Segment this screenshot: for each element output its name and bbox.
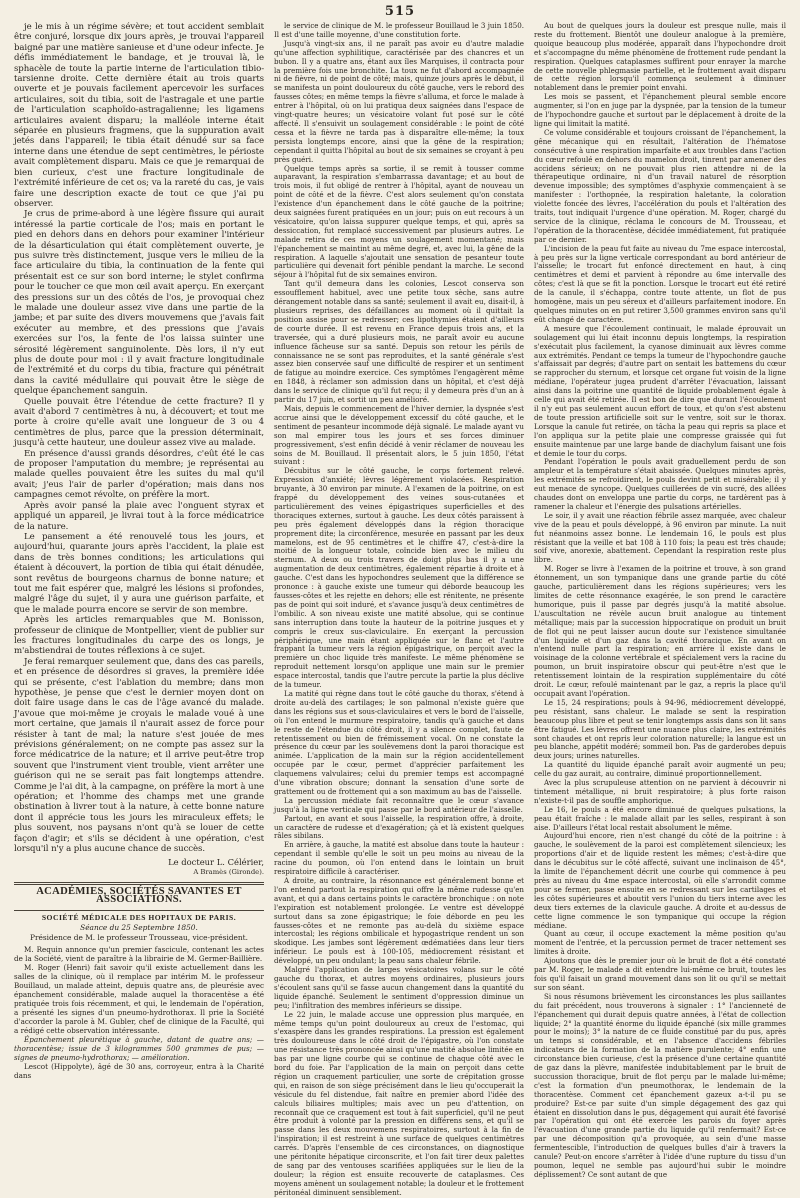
- paragraph: A mesure que l'écoulement continuait, le malade éprouvait un soulagement qui lui était inconnu depuis longtemps, la respiration s'exécutait plus facilement, la cyanose diminuait aux lèvres comme aux extrémités. Pendant ce temps la tumeur de l'hypochondre gauche s'affaissait par degrés; d'autre part on sentait les battemens du cœur se rapprocher du sternum, et lorsque cet organe fut voisin de la ligne médiane, l'opérateur jugea prudent d'arrêter l'évacuation, laissant ainsi dans la poitrine une quantité de liquide probablement égale à celle qui avait été retirée. Il est bon de dire que durant l'écoulement il n'y eut pas seulement aucun effort de toux, et qu'on s'est abstenu de toute pression artificielle soit sur le ventre, soit sur le thorax. Lorsque la canule fut retirée, on tâcha la peau qui repris sa place et l'on appliqua sur la petite plaie une compresse graissée qui fut ensuite maintenue par une large bande de diachylum faisant une fois et demie le tour du corps.: [534, 323, 786, 458]
- paragraph: Les mois se passent, et l'épanchement pleural semble encore augmenter, si l'on en juge par la dyspnée, par la tension de la tumeur de l'hypochondre gauche et surtout par le déplacement à droite de la ligne qui limitait la matité.: [534, 92, 786, 128]
- paragraph: je le mis à un régime sévère; et tout accident semblait être conjuré, lorsque dix jours après, je trouvai l'appareil baigné par une matière sanieuse et d'une odeur infecte. Je défis immédiatement le bandage, et je trouvai là, le sphacèle de toute la partie interne de l'articulation tibio-tarsienne droite. Cette dernière était au trois quarts ouverte et je pouvais facilement apercevoir les surfaces articulaires, soit du tibia, soit de l'astragale et une partie de l'articulation scaphoïdo-astragalienne; les ligamens articulaires avaient disparu; la malléole interne était séparée en plusieurs fragmens, que la suppuration avait jetés dans l'appareil; le tibia était dénudé sur sa face interne dans une étendue de sept centimètres, le périoste avait complètement disparu. Mais ce que je remarquai de bien curieux, c'est une fracture longitudinale de l'extrémité inférieure de cet os; va la rareté du cas, je vais faire une description exacte de tout ce que j'ai pu observer.: [14, 22, 264, 209]
- paragraph: le service de clinique de M. le professeur Bouillaud le 3 juin 1850. Il est d'une taille moyenne, d'une constitution forte.: [274, 21, 524, 39]
- paragraph: Je crus de prime-abord à une légère fissure qui aurait intéressé la partie corticale de l'os; mais en portant le pied en dehors dans en dehors pour examiner l'intérieur de la désarticulation qui était complètement ouverte, je pus suivre très distinctement, jusque vers le milieu de la face articulaire du tibia, la continuation de la fente qui présentait est ce sur son bord interne; le stylet confirma pour le toucher ce que mon œil avait aperçu. En exerçant des pressions sur un des côtés de l'os, je provoquai chez le malade une douleur assez vive dans une partie de la jambe; et par suite des divers mouvemens que j'avais fait exécuter au membre, et des pressions que j'avais exercées sur l'os, la fente de l'os laissa suinter une sérosité légèrement sanguinolente. Dès lors, il n'y eut plus de doute pour moi : il y avait fracture longitudinale de l'extrémité et du corps du tibia, fracture qui pénétrait dans la cavité médullaire qui pouvait être le siège de quelque épanchement sanguin.: [14, 209, 264, 397]
- presidency: Présidence de M. le professeur Trousseau, vice-président.: [29, 933, 249, 943]
- paragraph: Le 16, le pouls a été encore diminué de quelques pulsations, la peau était fraîche : le malade allait par les selles, respirant à son aise. D'ailleurs l'état local restait absolument le même.: [534, 804, 786, 832]
- paragraph: Au bout de quelques jours la douleur est presque nulle, mais il reste du frottement. Bientôt une douleur analogue à la première, quoique beaucoup plus modérée, apparaît dans l'hypochondre droit et s'accompagne du même phénomène de frottement rude pendant la respiration. Quelques cataplasmes suffirent pour enrayer la marche de cette nouvelle phlegmasie partielle, et le frottement avait disparu de cette région lorsqu'il commença seulement à diminuer notablement dans le premier point envahi.: [534, 21, 786, 93]
- paragraph: Ajoutons que dès le premier jour où le bruit de flot a été constaté par M. Roger, le malade a dit entendre lui-même ce bruit, toutes les fois qu'il faisait un grand mouvement dans son lit ou qu'il se mettait sur son séant.: [534, 956, 786, 992]
- society-minutes: [14, 945, 264, 1080]
- paragraph: Le 15, 24 respirations; pouls à 94-96, médiocrement développé, peu résistant, sans chaleur. Le malade se sent la respiration beaucoup plus libre et peut se tenir longtemps assis dans son lit sans être fatigué. Les lèvres offrent une nuance plus claire, les extrémités sont chaudes et ont repris leur coloration naturelle; la langue est un peu blanche, appétit modéré; sommeil bon. Pas de garderobes depuis deux jours; urines naturelles.: [534, 697, 786, 761]
- paragraph: Quant au cœur, il occupe exactement la même position qu'au moment de l'entrée, et la percussion permet de tracer nettement ses limites à droite.: [534, 929, 786, 957]
- case-report: [14, 22, 264, 855]
- section-divider-lower: [14, 910, 264, 911]
- paragraph: Lescot (Hippolyte), âgé de 30 ans, corroyeur, entra à la Charité dans: [14, 1062, 264, 1081]
- paragraph: La percussion médiate fait reconnaître que le cœur s'avance jusqu'à la ligne verticale qui passe par le bord antérieur de l'aisselle.: [274, 795, 524, 814]
- paragraph: Avec la plus scrupuleuse attention on ne parvient à découvrir ni tintement métallique, ni bruit respiratoire; à plus forte raison n'existe-t-il pas de souffle amphorique.: [534, 778, 786, 805]
- paragraph: Mais, depuis le commencement de l'hiver dernier, la dyspnée s'est accrue ainsi que le développement excessif du côté gauche, et le sentiment de pesanteur incommode déjà signalé. Le malade ayant vu son mal empirer tous les jours et ses forces diminuer progressivement, s'est enfin décidé à venir réclamer de nouveau les soins de M. Bouillaud. Il présentait alors, le 5 juin 1850, l'état suivant :: [274, 403, 524, 467]
- paragraph: Le pansement a été renouvelé tous les jours, et aujourd'hui, quarante jours après l'accident, la plaie est dans de très bonnes conditions; les articulations qui étaient à découvert, la portion de tibia qui était dénudée, sont revêtus de bourgeons charnus de bonne nature; et tout me fait espérer que, malgré les lésions si profondes, malgré l'âge du sujet, il y aura une guérison parfaite, et que le malade pourra encore se servir de son membre.: [14, 531, 264, 615]
- signature: [14, 857, 264, 877]
- paragraph: Le 22 juin, le malade accuse une oppression plus marquée, en même temps qu'un point douloureux au creux de l'estomac, qui s'exaspère dans les grandes respirations. La pression est également très douloureuse dans le côté droit de l'épigastre, où l'on constate une résistance très prononcée ainsi qu'une matité absolue limitée en bas par une ligne courbe qui se continue de chaque côté avec le bord du foie. Par l'application de la main on perçoit dans cette région un craquement particulier, une sorte de crépitation grosse qui, en raison de son siège précisément dans le lieu qu'occuperait la vésicule du fel distendue, fait naître en premier abord l'idée des calculs biliaires multiples; mais avec un peu d'attention, on reconnaît que ce craquement est tout à fait superficiel, qu'il ne peut être produit à volonté par la pression en différens sens, et qu'il se passe dans les deux mouvemens respiratoires, surtout à la fin de l'inspiration; il est restreint à une surface de quelques centimètres carrés. D'après l'ensemble de ces circonstances, on diagnostique une péritonite hépatique circonscrite, et l'on fait tirer deux palettes de sang par des ventouses scarifiées appliquées sur le lieu de la douleur; la région est ensuite recouverte de cataplasmes. Ces moyens amènent un soulagement notable; la douleur et le frottement péritonéal diminuent sensiblement.: [274, 1009, 524, 1197]
- paragraph: M. Roger (Henri) fait savoir qu'il existe actuellement dans les salles de la clinique, où il remplace par intérim M. le professeur Bouillaud, un malade atteint, depuis quatre ans, de pleurésie avec épanchement considérable, malade auquel la thoracentèse a été pratiquée trois fois récemment, et qui, le lendemain de l'opération, a présenté les signes d'un pneumo-hydrothorax. Il prie la Société d'accorder la parole à M. Gubler, chef de clinique de la Faculté, qui a rédigé cette observation intéressante.: [14, 963, 264, 1036]
- signature-place: A Bramès (Gironde).: [193, 867, 264, 876]
- paragraph: La quantité du liquide épanché paraît avoir augmenté un peu; celle du gaz aurait, au contraire, diminué proportionnellement.: [534, 760, 786, 779]
- case-heading: Épanchement pleurétique à gauche, datant de quatre ans; — thoracentèse; issue de 3 kilogrammes 500 grammes de pus; — signes de pneumo-hydrothorax; — amélioration.: [14, 1035, 264, 1063]
- paragraph: Tant qu'il demeura dans les colonies, Lescot conserva son essoufflement habituel, avec une petite toux sèche, sans autre dérangement notable dans sa santé; seulement il avait eu, disait-il, à plusieurs reprises, des défaillances au moment où il quittait la position assise pour se redresser; ces lipothymies étaient d'ailleurs de courte durée. Il est revenu en France depuis trois ans, et la traversée, qui a duré plusieurs mois, ne paraît avoir eu aucune influence fâcheuse sur sa santé. Depuis son retour les périls de connaissance ne se sont pas reproduites, et la santé générale s'est assez bien conservée sauf une difficulté de respirer et un sentiment de fatigue au moindre exercice. Ces symptômes l'engagèrent même en 1848, à réclamer son admission dans un hôpital, et c'est déjà dans le service de clinique qu'il fut reçu; il y demeura près d'un an à partir du 17 juin, et sortit un peu amélioré.: [274, 279, 524, 405]
- paragraph: Après les articles remarquables que M. Bonisson, professeur de clinique de Montpellier, vient de publier sur les fractures longitudinales du carpe des os longs, je m'abstiendrai de toutes réflexions à ce sujet.: [14, 615, 264, 657]
- column-2: [274, 21, 524, 1197]
- section-divider: [14, 882, 264, 885]
- paragraph: La matité qui règne dans tout le côté gauche du thorax, s'étend à droite au-delà des cartilages; le son palmonal n'existe guère que dans les régions sus et sous-claviculaires et vers le bord de l'aisselle, où l'on entend le murmure respiratoire, tandis qu'à gauche et dans le reste de l'étendue du côté droit, il y a silence complet, faute de retentissement ou bien de frémissement vocal. On ne constate la présence du cœur par les soulèvemens dont la paroi thoracique est animée. L'application de la main sur la région accidentellement occupée par le cœur, permet d'apprécier parfaitement les claquemens valvulaires; celui du premier temps est accompagné d'une vibration obscure; donnant la sensation d'une sorte de grattement ou de frottement qui a son maximum au bas de l'aisselle.: [274, 688, 524, 796]
- paragraph: Le soir, il y avait une réaction fébrile assez marquée, avec chaleur vive de la peau et pouls développé, à 96 environ par minute. La nuit fut néanmoins assez bonne. Le lendemain 16, le pouls est plus résistant que la veille et bat 108 à 110 fois; la peau est très chaude; soif vive, anorexie, abattement. Cependant la respiration reste plus libre.: [534, 510, 786, 565]
- paragraph: Décubitus sur le côté gauche, le corps fortement relevé. Expression d'anxiété; lèvres légèrement violacées. Respiration bruyante, à 30 environ par minute. A l'examen de la poitrine, on est frappé du développement des veines sous-cutanées et particulièrement des veines épigastriques superficielles et des thoraciques externes, surtout à gauche. Les deux côtés paraissent à peu près également développés dans la région thoracique proprement dite; la circonférence, mesurée en passant par les deux mamelons, est de 95 centimètres et le chiffre 47, c'est-à-dire la moitié de la longueur totale, coïncide bien avec le milieu du sternum. A deux ou trois travers de doigt plus bas il y a une augmentation de deux centimètres, également répartie à droite et à gauche. C'est dans les hypochondres seulement que la différence se prononce : à gauche existe une tumeur qui déborde beaucoup les fausses-côtes et les rejette en dehors; elle est rénitente, ne présente pas de point qui soit induré, et s'avance jusqu'à deux centimètres de l'ombilic. A son niveau existe une matité absolue, qui se continue sans interruption dans toute la hauteur de la poitrine jusques et y compris le creux sus-claviculaire. En exerçant la percussion périphérique, une main étant appliquée sur le flanc et l'autre frappant la tumeur vers la région épigastrique, on perçoit avec la première un choc liquide très manifeste. Le même phénomène se reproduit nettement lorsqu'on applique une main sur le premier espace intercostal, tandis que l'autre percute la partie la plus déclive de la tumeur.: [274, 466, 524, 690]
- paragraph: Quelque temps après sa sortie, il se remit à tousser comme auparavant, la respiration s'embarrassa davantage; et au bout de trois mois, il fut obligé de rentrer à l'hôpital, ayant de nouveau un point de côté et de la fièvre. C'est alors seulement qu'on constata l'existence d'un épanchement dans le côté gauche de la poitrine; deux saignées furent pratiquées en un jour; puis on eut recours à un vésicatoire, qu'on laissa suppurer quelque temps, et qui, après sa dessiccation, fut remplacé successivement par plusieurs autres. Le malade retira de ces moyens un soulagement momentané; mais l'épanchement se maintint au même degré, et, avec lui, la gêne de la respiration. A laquelle s'ajoutait une sensation de pesanteur toute particulière qui devenait fort pénible pendant la marche. Le second séjour à l'hôpital fut de six semaines environ.: [274, 163, 524, 280]
- paragraph: En arrière, à gauche, la matité est absolue dans toute la hauteur : cependant il semble qu'elle le soit un peu moins au niveau de la racine du poumon, où l'on entend dans le lointain un bruit respiratoire difficile à caractériser.: [274, 840, 524, 877]
- paragraph: Aujourd'hui encore, rien n'est changé du côté de la poitrine : à gauche, le soulèvement de la paroi est complètement silencieux; les proportions d'air et de liquide restent les mêmes; c'est-à-dire que dans le décubitus sur le côté affecté, suivant une inclinaison de 45°, la limite de l'épanchement décrit une courbe qui commence à peu près au niveau du 4me espace intercostal, où elle s'arrondit comme pour se fermer, passe ensuite en se redressant sur les cartilages et les côtes supérieures et aboutit vers l'union du tiers interne avec les deux tiers externes de la clavicule gauche. A droite et au-dessus de cette ligne commence le son tympanique qui occupe la région médiane.: [534, 831, 786, 930]
- paragraph: Ce volume considérable et toujours croissant de l'épanchement, la gêne mécanique qui en résultait, l'altération de l'hématose consécutive à une respiration imparfaite et aux troubles dans l'action du cœur refoulé en dehors du mamelon droit, tinrent par amener des accidens sérieux; on ne pouvait plus rien attendre ni de la thérapeutique ordinaire, ni d'un travail naturel de résorption devenue impossible; des symptômes d'asphyxie commençaient à se manifester : l'orthopnée, la respiration haletante, la coloration violette foncée des lèvres, l'accélération du pouls et l'altération des traits, tout indiquait l'urgence d'une opération. M. Roger, chargé du service de la clinique, réclama le concours de M. Trousseau, et l'opération de la thoracentèse, décidée immédiatement, fut pratiquée par ce dernier.: [534, 127, 786, 244]
- paragraph: A droite, au contraire, la résonnance est généralement bonne et l'on entend partout la respiration qui offre la même rudesse qu'en avant, et qui a dans certains points le caractère bronchique : on note l'expiration est notablement prolongée. Le ventre est développé surtout dans sa zone épigastrique; le foie déborde en peu les fausses-côtes et ne remonte pas au-delà du sixième espace intercostal; les régions ombilicale et hypogastrique rendent un son skodique. Les jambes sont légèrement œdématiées dans leur tiers inférieur. Le pouls est à 100-105, médiocrement résistant et développé, un peu ondulant; la peau sans chaleur fébrile.: [274, 876, 524, 966]
- paragraph: Quelle pouvait être l'étendue de cette fracture? Il y avait d'abord 7 centimètres à nu, à découvert; et tout me porte à croire qu'elle avait une longueur de 3 ou 4 centimètres de plus, parce que la pression déterminait, jusqu'à cette hauteur, une douleur assez vive au malade.: [14, 396, 264, 449]
- paragraph: Malgré l'application de larges vésicatoires volans sur le côté gauche du thorax, et autres moyens ordinaires, plusieurs jours s'écoulent sans qu'il se fasse aucun changement dans la quantité du liquide épanché. Seulement le sentiment d'oppression diminue un peu; l'infiltration des membres inférieurs se dissipe.: [274, 965, 524, 1010]
- paragraph: L'incision de la peau fut faite au niveau du 7me espace intercostal, à peu près sur la ligne verticale correspondant au bord antérieur de l'aisselle; le trocart fut enfoncé directement en haut, à cinq centimètres et demi et parvient à répondre au 6me intervalle des côtes; c'est là que se fit la ponction. Lorsque le trocart eut été retiré de la canule, il s'échappa, contre toute attente, un flot de pus homogène, mais un peu séreux et d'ailleurs parfaitement inodore. En quelques minutes on en put retirer 3,500 grammes environ sans qu'il eût changé de caractère.: [534, 243, 786, 324]
- column-1: [14, 22, 264, 1106]
- session-date: Séance du 25 Septembre 1850.: [80, 923, 198, 933]
- paragraph: Après avoir pansé la plaie avec l'onguent styrax et appliqué un appareil, je livrai tout à la force médicatrice de la nature.: [14, 500, 264, 532]
- paragraph: En présence d'aussi grands désordres, c'eût été le cas de proposer l'amputation du membre; je représentai au malade quelles pouvaient être les suites du mal qu'il avait; j'eus l'air de parler d'opération; mais dans nos campagnes cemot révolte, on préfère la mort.: [14, 448, 264, 501]
- column-3: [534, 21, 786, 1179]
- paragraph: Pendant l'opération le pouls avait graduellement perdu de son ampleur et la température s'était abaissée. Quelques minutes après, les extrémités se refroidirent, le pouls devint petit et misérable; il y eut menace de syncope. Quelques cuillerées de vin sucré, des allées chaudes dont on enveloppa une partie du corps, ne tardèrent pas à ramener la chaleur et l'énergie des pulsations artérielles.: [534, 457, 786, 511]
- paragraph: Partout, en avant et sous l'aisselle, la respiration offre, à droite, un caractère de rudesse et d'exagération; çà et là existent quelques râles sibilans.: [274, 813, 524, 841]
- paragraph: Si nous résumons brièvement les circonstances les plus saillantes du fait précédent, nous trouverons à signaler : 1° l'ancienneté de l'épanchement qui durait depuis quatre années, à l'état de collection liquide; 2° la quantité énorme du liquide épanché (six mille grammes pour le moins); 3° la nature de ce fluide constitué par du pus, après un temps si considérable, et en l'absence d'accidens fébriles indicateurs de la formation de la matière purulente; 4° enfin une circonstance bien curieuse, c'est la présence d'une certaine quantité de gaz dans la plèvre, manifestée indubitablement par le bruit de succussion thoracique, bruit de flot perçu par le malade lui-même; c'est la formation d'un pneumothorax, le lendemain de la thoracentèse. Comment cet épanchement gazeux a-t-il pu se produire? Est-ce par suite d'un simple dégagement des gaz qui étaient en dissolution dans le pus, dégagement qui aurait été favorisé par l'opération qui ont été exercée les parois du foyer après l'évacuation d'une grande partie du liquide qu'il renfermait? Est-ce par une décomposition qu'a provoquée, au sein d'une masse fermentescible, l'introduction de quelques bulles d'air à travers la canule? Peut-on encore s'arrêter à l'idée d'une rupture du tissu d'un poumon, lequel ne semble pas aujourd'hui subir le moindre déplissement? Ce sont autant de que: [534, 991, 786, 1179]
- section-title: ACADÉMIES, SOCIÉTÉS SAVANTES ET ASSOCIATIONS.: [36, 885, 242, 906]
- paragraph: M. Roger se livre à l'examen de la poitrine et trouve, à son grand étonnement, un son tympanique dans une grande partie du côté gauche, particulièrement dans les régions supérieures; vers les limites de cette résonnance exagérée, le son prend le caractère humorique, puis il passe par degrés jusqu'à la matité absolue. L'auscultation ne révèle aucun bruit analogue au tintement métallique; mais par la succession hippocratique on produit un bruit de flot qui ne peut laisser aucun doute sur l'existence simultanée d'un liquide et d'un gaz dans la cavité thoracique. En avant on n'entend nulle part la respiration; en arrière il existe dans le voisinage de la colonne vertébrale et spécialement vers la racine du poumon, un bruit inspiratoire obscur qui peut-être n'est que le retentissement lointain de la respiration supplémentaire du côté droit. Le cœur, refoulé maintenant par le gaz, a repris la place qu'il occupait avant l'opération.: [534, 564, 786, 698]
- page-number: 515: [384, 4, 416, 19]
- signature-author: Le docteur L. Célérier,: [168, 856, 264, 867]
- society-title: SOCIÉTÉ MÉDICALE DES HOPITAUX DE PARIS.: [41, 913, 237, 923]
- paragraph: M. Requin annonce qu'un premier fascicule, contenant les actes de la Société, vient de paraître à la librairie de M. Germer-Baillière.: [14, 945, 264, 964]
- paragraph: Je ferai remarquer seulement que, dans des cas pareils, et en présence de désordres si graves, la première idée qui se présente, c'est l'ablation du membre; dans mon hypothèse, je pense que c'est le dernier moyen dont on doit faire usage dans le cas de l'âge avancé du malade. J'avoue que moi-même je croyais le malade voué à une mort certaine, que jamais il n'aurait assez de force pour résister à tant de mal; la nature s'est jouée de mes prévisions généralement; on ne compte pas assez sur la force médicatrice de la nature; et il arrive peut-être trop souvent que l'instrument vient trouble, vient arrêter une guérison qui ne se serait pas fait longtemps attendre. Comme je l'ai dit, à la campagne, on préfère la mort à une opération; et l'homme des champs met une grande obstination à livrer tout à la nature, à cette bonne nature dont il apprécie tous les jours les miraculeux effets; le plus souvent, nos paysans n'ont qu'à se louer de cette façon d'agir; et s'ils se décident à une opération, c'est lorsqu'il n'y a plus aucune chance de succès.: [14, 656, 264, 855]
- paragraph: Jusqu'à vingt-six ans, il ne paraît pas avoir eu d'autre maladie qu'une affection syphilitique, caractérisée par des chancres et un bubon. Il y a quatre ans, étant aux îles Marquises, il contracta pour la première fois une bronchite. La toux ne fut d'abord accompagnée ni de fièvre, ni de point de côté; mais, quinze jours après le début, il se manifesta un point douloureux du côté gauche, vers le rebord des fausses côtes; en même temps la fièvre s'alluma, et force le malade à entrer à l'hôpital, où on lui pratiqua deux saignées dans l'espace de vingt-quatre heures; un vésicatoire volant fut posé sur le côté affecté. Il s'ensuivit un soulagement considérable : le point de côté cessa et la fièvre ne tarda pas à disparaître elle-même; la toux persista longtemps encore, ainsi que la gêne de la respiration; cependant il quitta l'hôpital au bout de six semaines se croyant à peu près guéri.: [274, 38, 524, 164]
